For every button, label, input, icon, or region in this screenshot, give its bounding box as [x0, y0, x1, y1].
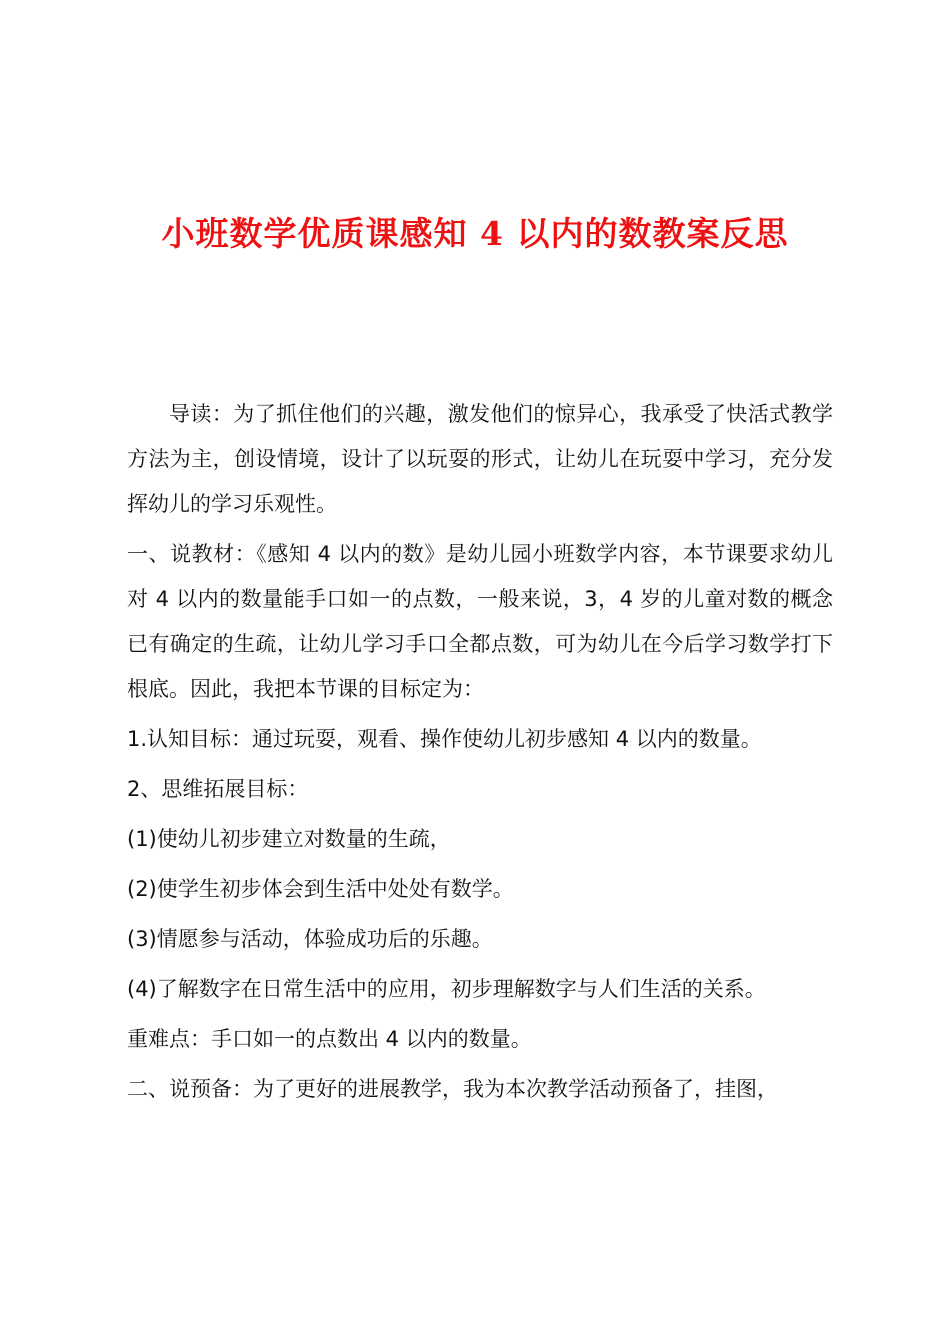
- paragraph-goal-1: (1)使幼儿初步建立对数量的生疏，: [127, 827, 451, 851]
- paragraph-intro: 导读：为了抓住他们的兴趣，激发他们的惊异心，我承受了快活式教学方法为主，创设情境，设计了以玩耍的形式，让幼儿在玩耍中学习，充分发挥幼儿的学习乐观性。: [127, 402, 833, 516]
- paragraph-preparation: 二、说预备：为了更好的进展教学，我为本次教学活动预备了，挂图，: [127, 1077, 778, 1101]
- paragraph-goal-3: (3)情愿参与活动，体验成功后的乐趣。: [127, 927, 493, 951]
- paragraph-goal-4: (4)了解数字在日常生活中的应用，初步理解数字与人们生活的关系。: [127, 977, 766, 1001]
- document-title: 小班数学优质课感知 4 以内的数教案反思: [161, 214, 789, 253]
- paragraph-textbook: 一、说教材：《感知 4 以内的数》是幼儿园小班数学内容，本节课要求幼儿对 4 以内的数量能手口如一的点数，一般来说，3，4 岁的儿童对数的概念已有确定的生疏，让幼儿学习手口全都点数，可为幼儿在今后学习数学打下根底。因此，我把本节课的目标定为：: [127, 542, 833, 701]
- paragraph-key-points: 重难点：手口如一的点数出 4 以内的数量。: [127, 1027, 532, 1051]
- paragraph-goal-2: (2)使学生初步体会到生活中处处有数学。: [127, 877, 514, 901]
- paragraph-cognitive-goal: 1.认知目标：通过玩耍，观看、操作使幼儿初步感知 4 以内的数量。: [127, 727, 762, 751]
- document-body: [127, 392, 833, 1117]
- paragraph-thinking-goal: 2、思维拓展目标：: [127, 777, 309, 801]
